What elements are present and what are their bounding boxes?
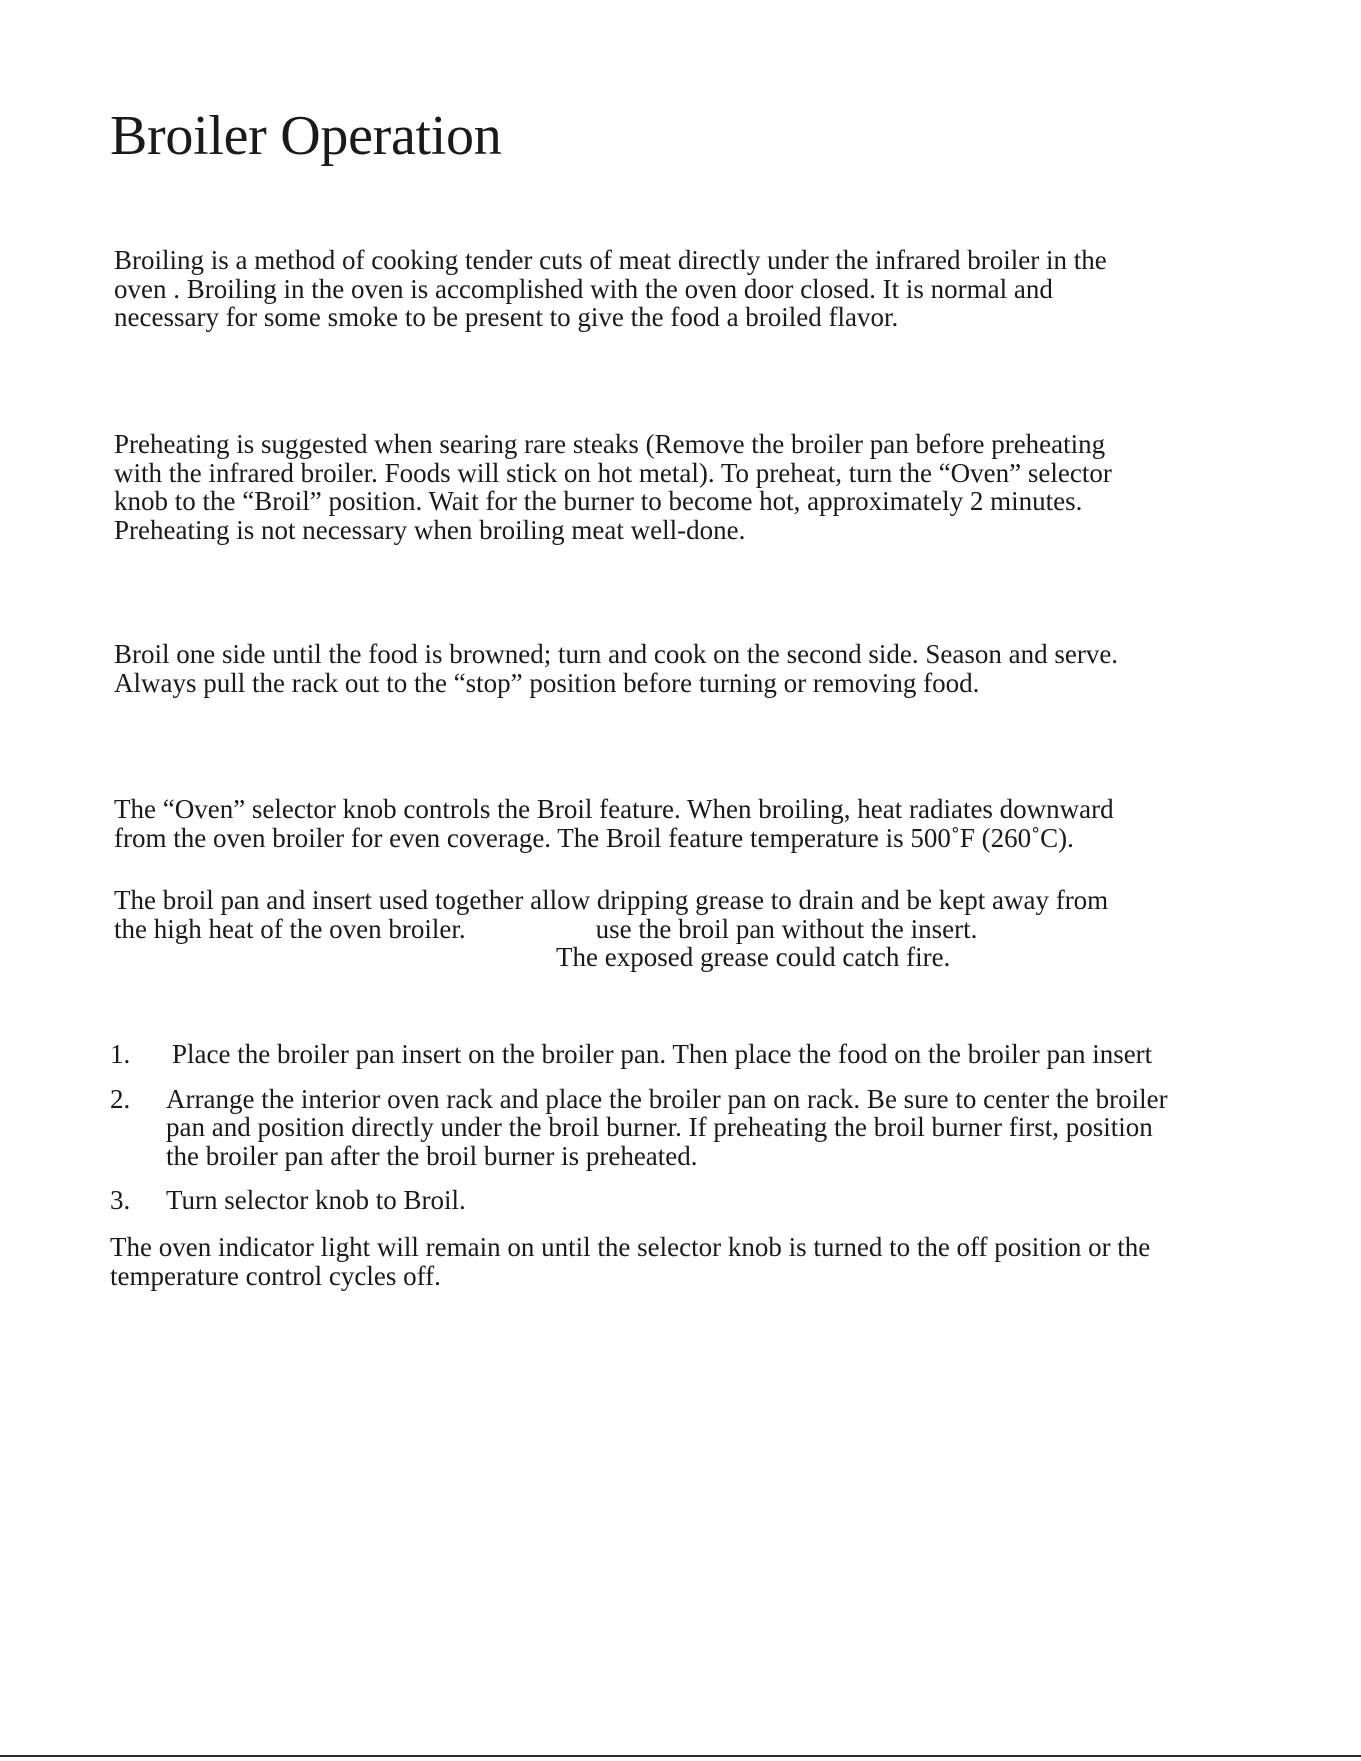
selector-paragraph <box>114 795 1114 852</box>
text-line: Always pull the rack out to the “stop” position before turning or removing food. <box>114 667 980 698</box>
text-line: Preheating is suggested when searing rare steaks (Remove the broiler pan before preheating <box>114 429 1106 459</box>
text-line: The “Oven” selector knob controls the Broil feature. When broiling, heat radiates downward <box>114 794 1114 824</box>
step-text: Arrange the interior oven rack and place the broiler pan on rack. Be sure to center the broiler <box>166 1083 1168 1114</box>
broil-pan-paragraph <box>114 886 1108 972</box>
page-bottom-rule <box>0 1755 1361 1757</box>
step-number: 2. <box>110 1083 131 1114</box>
list-item <box>110 1085 1270 1171</box>
text-line: The oven indicator light will remain on until the selector knob is turned to the off position or the <box>110 1232 1151 1262</box>
text-line: Broiling is a method of cooking tender cuts of meat directly under the infrared broiler in the <box>114 245 1107 275</box>
text-line: The exposed grease could catch fire. <box>556 942 951 972</box>
text-line: knob to the “Broil” position. Wait for the burner to become hot, approximately 2 minutes. <box>114 486 1083 516</box>
list-item <box>110 1040 1270 1069</box>
preheat-paragraph <box>114 430 1112 544</box>
text-fragment: use the broil pan without the insert. <box>595 913 978 944</box>
step-text: Place the broiler pan insert on the broiler pan. Then place the food on the broiler pan insert <box>172 1039 1153 1069</box>
list-item <box>110 1186 1270 1215</box>
text-line: The broil pan and insert used together allow dripping grease to drain and be kept away from <box>114 885 1109 915</box>
text-line: necessary for some smoke to be present to give the food a broiled flavor. <box>114 302 899 332</box>
broil-steps-list <box>110 1040 1270 1231</box>
text-line <box>114 915 1108 944</box>
step-number: 1. <box>110 1039 131 1069</box>
text-line: from the oven broiler for even coverage. The Broil feature temperature is 500˚F (260˚C). <box>114 822 1074 853</box>
text-line: oven . Broiling in the oven is accomplished with the oven door closed. It is normal and <box>114 273 1053 304</box>
step-text: pan and position directly under the broil burner. If preheating the broil burner first, position <box>166 1112 1153 1142</box>
step-text: Turn selector knob to Broil. <box>166 1185 466 1215</box>
text-line: temperature control cycles off. <box>110 1260 441 1291</box>
turning-paragraph <box>114 640 1118 697</box>
text-line: with the infrared broiler. Foods will stick on hot metal). To preheat, turn the “Oven” selector <box>114 457 1112 488</box>
text-fragment: the high heat of the oven broiler. <box>114 913 466 944</box>
page-title: Broiler Operation <box>110 105 502 167</box>
step-text: the broiler pan after the broil burner is preheated. <box>166 1140 698 1171</box>
text-line: Broil one side until the food is browned; turn and cook on the second side. Season and serve. <box>114 639 1119 669</box>
step-number: 3. <box>110 1185 131 1215</box>
closing-paragraph <box>110 1233 1150 1290</box>
intro-paragraph <box>114 246 1107 332</box>
text-line: Preheating is not necessary when broiling meat well-done. <box>114 514 746 545</box>
